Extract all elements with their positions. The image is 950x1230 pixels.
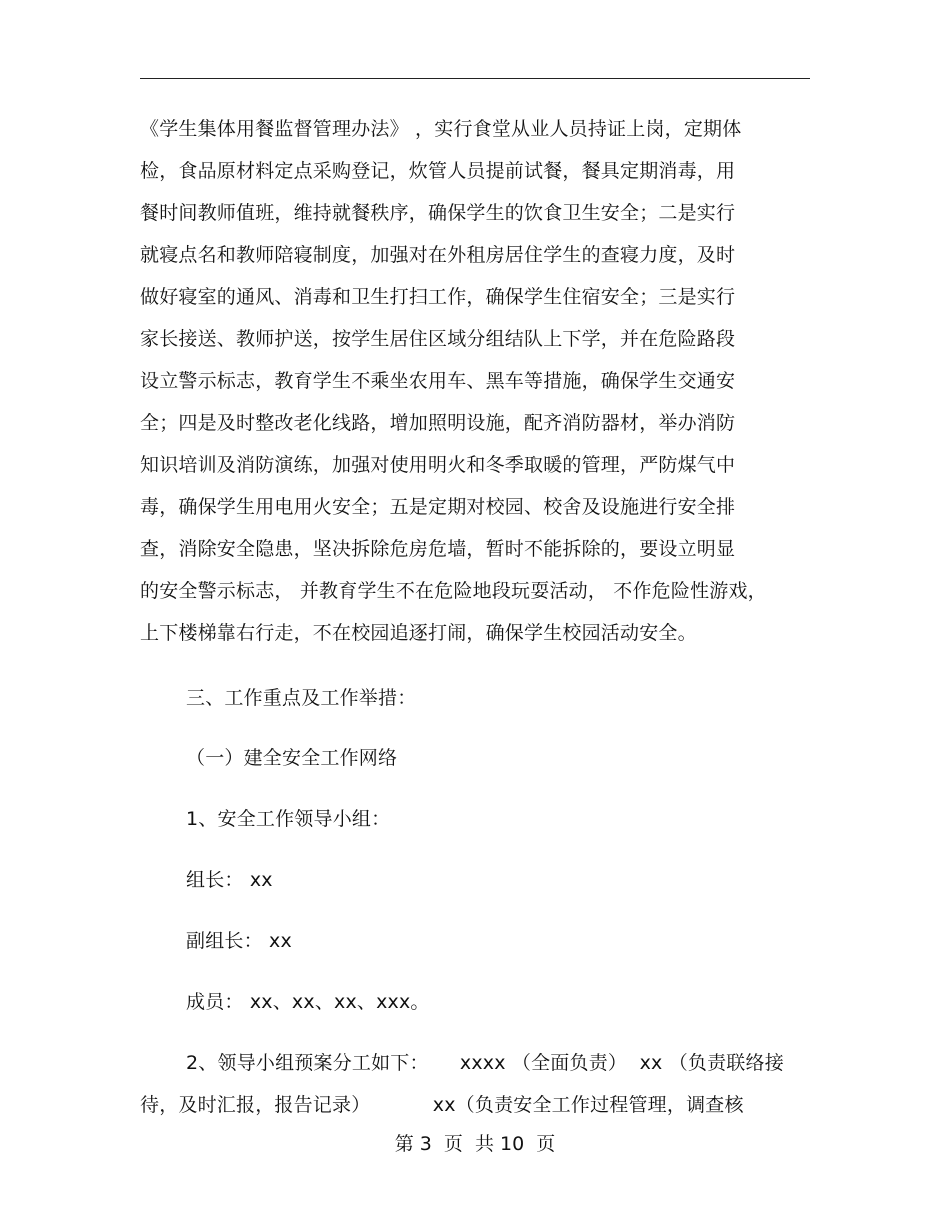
paragraph-line: 上下楼梯靠右行走，不在校园追逐打闹，确保学生校园活动安全。 <box>140 622 697 644</box>
list-item-heading: 1、安全工作领导小组： <box>186 808 391 830</box>
subsection-heading: （一）建全安全工作网络 <box>186 747 398 769</box>
paragraph-line: 查，消除安全隐患，坚决拆除危房危墙，暂时不能拆除的，要设立明显 <box>140 538 736 560</box>
header-rule <box>140 78 810 79</box>
division-of-duties-continuation: 待，及时汇报，报告记录） xx（负责安全工作过程管理，调查核 <box>140 1094 744 1116</box>
paragraph-line: 全；四是及时整改老化线路，增加照明设施，配齐消防器材，举办消防 <box>140 412 736 434</box>
paragraph-line: 检，食品原材料定点采购登记，炊管人员提前试餐，餐具定期消毒，用 <box>140 160 736 182</box>
paragraph-line: 家长接送、教师护送，按学生居住区域分组结队上下学，并在危险路段 <box>140 328 736 350</box>
page-number-footer: 第 3 页 共 10 页 <box>394 1133 556 1155</box>
paragraph-line: 毒，确保学生用电用火安全；五是定期对校园、校舍及设施进行安全排 <box>140 496 736 518</box>
paragraph-line: 知识培训及消防演练，加强对使用明火和冬季取暖的管理，严防煤气中 <box>140 454 736 476</box>
leader-line: 组长： xx <box>186 869 273 891</box>
paragraph-line: 的安全警示标志， 并教育学生不在危险地段玩耍活动， 不作危险性游戏， <box>140 580 767 602</box>
paragraph-line: 设立警示标志，教育学生不乘坐农用车、黑车等措施，确保学生交通安 <box>140 370 736 392</box>
members-line: 成员： xx、xx、xx、xxx。 <box>186 991 430 1013</box>
section-heading: 三、工作重点及工作举措： <box>186 687 417 709</box>
division-of-duties-line: 2、领导小组预案分工如下： xxxx （全面负责） xx （负责联络接 <box>186 1052 784 1074</box>
deputy-leader-line: 副组长： xx <box>186 930 292 952</box>
paragraph-line: 做好寝室的通风、消毒和卫生打扫工作，确保学生住宿安全；三是实行 <box>140 286 736 308</box>
paragraph-line: 餐时间教师值班，维持就餐秩序，确保学生的饮食卫生安全；二是实行 <box>140 202 736 224</box>
paragraph-line: 《学生集体用餐监督管理办法》 ，实行食堂从业人员持证上岗，定期体 <box>140 118 742 140</box>
paragraph-line: 就寝点名和教师陪寝制度，加强对在外租房居住学生的查寝力度，及时 <box>140 244 736 266</box>
